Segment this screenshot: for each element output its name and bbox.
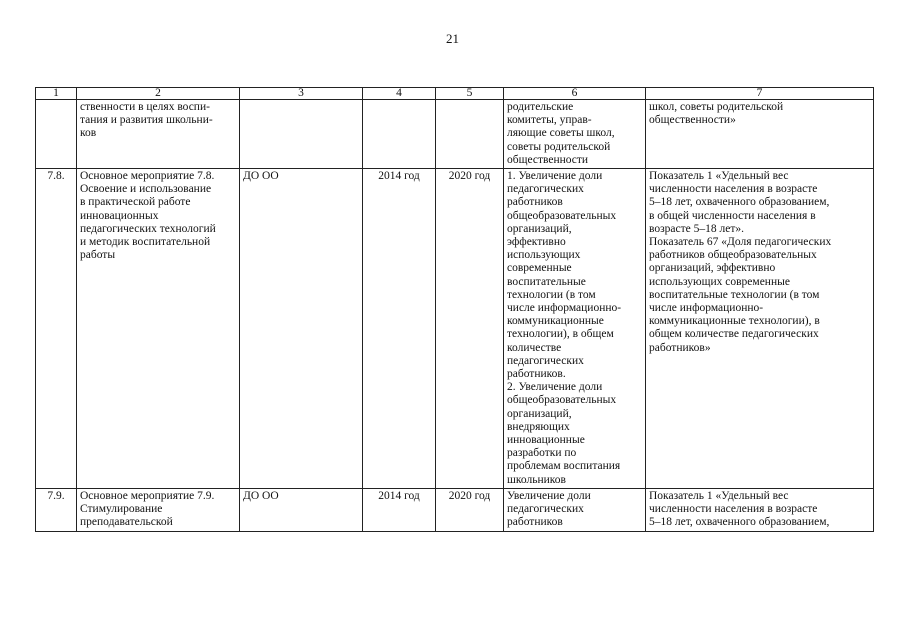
indicator-line: общественности» (649, 114, 736, 127)
event-line: тания и развития школьни- (80, 114, 213, 127)
event-line: Основное мероприятие 7.9. (80, 489, 215, 502)
result-line: Увеличение доли (507, 489, 591, 502)
result-cell (504, 488, 646, 531)
row-number-cell: 7.8. (36, 169, 77, 489)
indicator-line: организаций, эффективно (649, 262, 776, 275)
result-line: эффективно (507, 236, 566, 249)
result-line: внедряющих (507, 420, 570, 433)
indicator-line: общем количестве педагогических (649, 328, 819, 341)
column-header: 1 (36, 88, 77, 100)
result-line: инновационные (507, 434, 585, 447)
row-number-cell (36, 100, 77, 169)
result-line: количестве (507, 341, 562, 354)
indicator-line: Показатель 67 «Доля педагогических (649, 236, 832, 249)
indicator-line: Показатель 1 «Удельный вес (649, 170, 789, 183)
event-line: ков (80, 127, 97, 140)
result-line: советы родительской (507, 140, 611, 153)
indicator-line: числе информационно- (649, 302, 764, 315)
indicator-line: коммуникационные технологии), в (649, 315, 820, 328)
result-line: педагогических (507, 354, 584, 367)
end-date-cell (436, 100, 504, 169)
event-line: инновационных (80, 209, 159, 222)
indicator-line: 5–18 лет, охваченного образованием, (649, 516, 830, 529)
executor-cell (240, 100, 363, 169)
result-cell (504, 169, 646, 489)
indicator-line: работников» (649, 341, 711, 354)
result-line: педагогических (507, 183, 584, 196)
result-line: комитеты, управ- (507, 114, 592, 127)
event-line: Основное мероприятие 7.8. (80, 170, 215, 183)
column-header: 5 (436, 88, 504, 100)
indicator-line: возрасте 5–18 лет». (649, 222, 744, 235)
result-line: ляющие советы школ, (507, 127, 615, 140)
table-row (36, 488, 874, 531)
result-line: коммуникационные (507, 315, 604, 328)
result-line: работников (507, 516, 563, 529)
result-line: родительские (507, 101, 574, 113)
event-line: и методик воспитательной (80, 236, 211, 249)
event-cell (77, 488, 240, 531)
executor-cell: ДО ОО (240, 488, 363, 531)
result-line: проблемам воспитания (507, 460, 621, 473)
result-line: школьников (507, 473, 566, 486)
indicator-line: работников общеобразовательных (649, 249, 817, 262)
indicator-line: в общей численности населения в (649, 209, 816, 222)
result-line: педагогических (507, 503, 584, 516)
result-line: числе информационно- (507, 302, 622, 315)
indicator-line: воспитательные технологии (в том (649, 288, 820, 301)
result-line: общеобразовательных (507, 394, 617, 407)
start-date-cell: 2014 год (363, 488, 436, 531)
end-date-cell: 2020 год (436, 169, 504, 489)
column-header: 6 (504, 88, 646, 100)
event-cell (77, 169, 240, 489)
indicator-cell (646, 100, 874, 169)
event-line: Освоение и использование (80, 183, 212, 196)
event-cell (77, 100, 240, 169)
result-line: воспитательные (507, 275, 586, 288)
event-line: в практической работе (80, 196, 191, 209)
indicator-line: Показатель 1 «Удельный вес (649, 489, 789, 502)
result-cell (504, 100, 646, 169)
result-line: 2. Увеличение доли (507, 381, 603, 394)
indicator-cell (646, 169, 874, 489)
indicator-line: численности населения в возрасте (649, 183, 818, 196)
executor-cell: ДО ОО (240, 169, 363, 489)
event-line: ственности в целях воспи- (80, 101, 210, 113)
column-header: 4 (363, 88, 436, 100)
event-line: работы (80, 249, 116, 262)
result-line: организаций, (507, 222, 572, 235)
result-line: использующих (507, 249, 581, 262)
result-line: общественности (507, 153, 589, 166)
indicator-cell (646, 488, 874, 531)
result-line: общеобразовательных (507, 209, 617, 222)
row-number-cell: 7.9. (36, 488, 77, 531)
result-line: разработки по (507, 447, 577, 460)
column-header: 2 (77, 88, 240, 100)
result-line: работников. (507, 368, 566, 381)
table-row (36, 100, 874, 169)
column-header: 3 (240, 88, 363, 100)
indicator-line: школ, советы родительской (649, 101, 784, 113)
event-line: педагогических технологий (80, 222, 216, 235)
indicator-line: численности населения в возрасте (649, 503, 818, 516)
header-row (36, 88, 874, 100)
page-number: 21 (446, 31, 459, 46)
indicator-line: 5–18 лет, охваченного образованием, (649, 196, 830, 209)
column-header: 7 (646, 88, 874, 100)
result-line: технологии), в общем (507, 328, 614, 341)
event-line: Стимулирование (80, 503, 163, 516)
result-line: работников (507, 196, 563, 209)
indicator-line: использующих современные (649, 275, 790, 288)
result-line: 1. Увеличение доли (507, 170, 603, 183)
program-table (35, 87, 874, 532)
end-date-cell: 2020 год (436, 488, 504, 531)
result-line: организаций, (507, 407, 572, 420)
result-line: технологии (в том (507, 288, 596, 301)
table-row (36, 169, 874, 489)
result-line: современные (507, 262, 572, 275)
start-date-cell (363, 100, 436, 169)
start-date-cell: 2014 год (363, 169, 436, 489)
event-line: преподавательской (80, 516, 173, 529)
